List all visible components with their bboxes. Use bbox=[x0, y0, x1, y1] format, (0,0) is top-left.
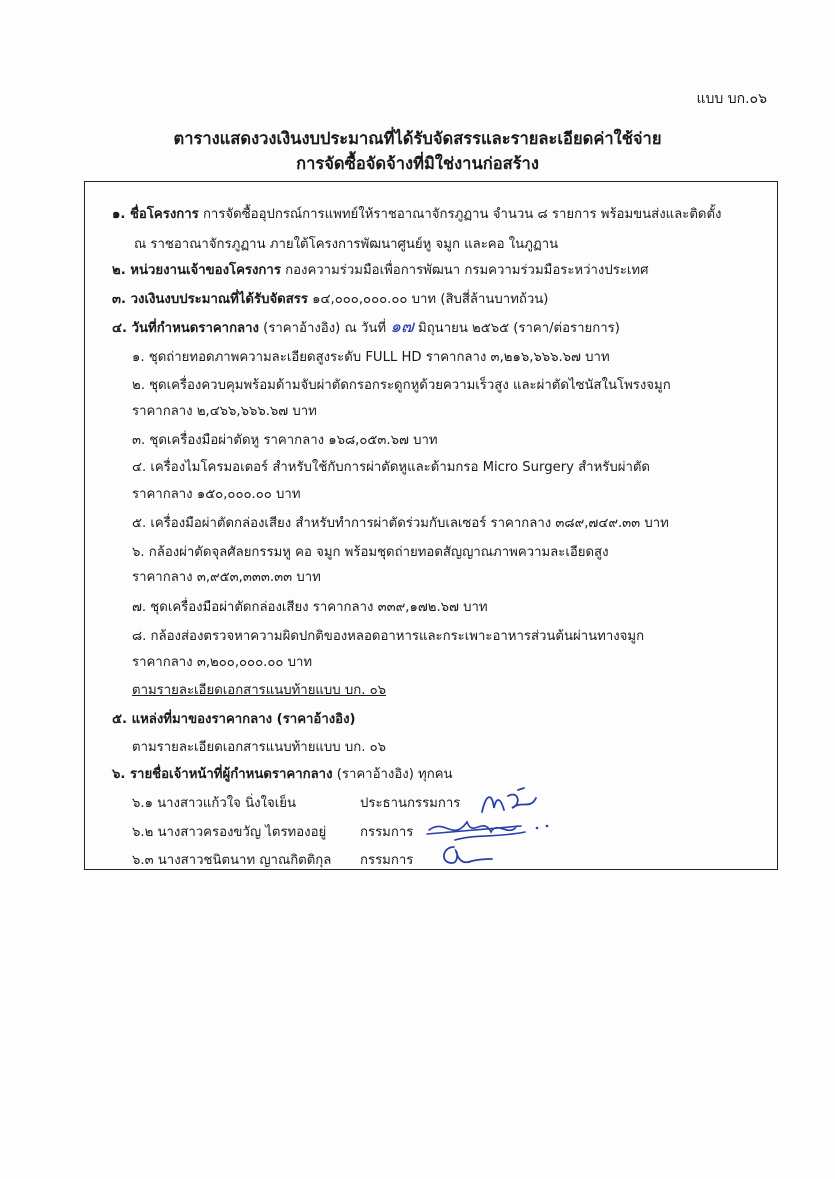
item-3-heading: ๓. วงเงินงบประมาณที่ได้รับจัดสรร bbox=[112, 292, 308, 307]
member-2-role: กรรมการ bbox=[360, 825, 414, 840]
item-4-text-a: (ราคาอ้างอิง) ณ วันที่ bbox=[258, 321, 391, 336]
item-2-heading: ๒. หน่วยงานเจ้าของโครงการ bbox=[112, 263, 281, 278]
item-6 bbox=[112, 767, 453, 783]
document-title: ตารางแสดงวงเงินงบประมาณที่ได้รับจัดสรรและรายละเอียดค่าใช้จ่าย bbox=[173, 129, 662, 148]
item-5-text: ตามรายละเอียดเอกสารแนบท้ายแบบ บก. ๐๖ bbox=[132, 740, 387, 755]
item-6-text: (ราคาอ้างอิง) ทุกคน bbox=[332, 767, 453, 782]
attachment-note: ตามรายละเอียดเอกสารแนบท้ายแบบ บก. ๐๖ bbox=[132, 683, 387, 698]
sub-item-6: ๖. กล้องผ่าตัดจุลศัลยกรรมหู คอ จมูก พร้อมชุดถ่ายทอดสัญญาณภาพความละเอียดสูง bbox=[132, 545, 609, 560]
sub-item-2: ๒. ชุดเครื่องควบคุมพร้อมด้ามจับผ่าตัดกรอกระดูกหูด้วยความเร็วสูง และผ่าตัดไซนัสในโพรงจมูก bbox=[132, 378, 671, 393]
item-6-heading: ๖. รายชื่อเจ้าหน้าที่ผู้กำหนดราคากลาง bbox=[112, 767, 333, 782]
item-2 bbox=[112, 263, 649, 279]
sub-item-5: ๕. เครื่องมือผ่าตัดกล่องเสียง สำหรับทำการผ่าตัดร่วมกับเลเซอร์ ราคากลาง ๓๘๙,๗๔๙.๓๓ บาท bbox=[132, 516, 669, 531]
sub-item-8-price: ราคากลาง ๓,๒๐๐,๐๐๐.๐๐ บาท bbox=[132, 655, 313, 670]
document-subtitle: การจัดซื้อจัดจ้างที่มิใช่งานก่อสร้าง bbox=[296, 154, 539, 173]
sub-item-3: ๓. ชุดเครื่องมือผ่าตัดหู ราคากลาง ๑๖๘,๐๕๓.๖๗ บาท bbox=[132, 433, 438, 448]
sub-item-2-price: ราคากลาง ๒,๔๖๖,๖๖๖.๖๗ บาท bbox=[132, 404, 317, 419]
item-3-text: ๑๔,๐๐๐,๐๐๐.๐๐ บาท (สิบสี่ล้านบาทถ้วน) bbox=[307, 292, 549, 307]
item-1-text: การจัดซื้ออุปกรณ์การแพทย์ให้ราชอาณาจักรภูฏาน จำนวน ๘ รายการ พร้อมขนส่งและติดตั้ง bbox=[198, 207, 722, 222]
sub-item-7: ๗. ชุดเครื่องมือผ่าตัดกล่องเสียง ราคากลาง ๓๓๙,๑๗๒.๖๗ บาท bbox=[132, 600, 488, 615]
member-2-name: ๖.๒ นางสาวครองขวัญ ไตรทองอยู่ bbox=[132, 825, 327, 840]
handwritten-day: ๑๗ bbox=[390, 317, 414, 337]
sub-item-1: ๑. ชุดถ่ายทอดภาพความละเอียดสูงระดับ FULL HD ราคากลาง ๓,๒๑๖,๖๖๖.๖๗ บาท bbox=[132, 350, 610, 365]
item-1-line-1 bbox=[112, 207, 721, 223]
item-2-text: กองความร่วมมือเพื่อการพัฒนา กรมความร่วมมือระหว่างประเทศ bbox=[280, 263, 649, 278]
item-4-heading: ๔. วันที่กำหนดราคากลาง bbox=[112, 321, 259, 336]
sub-item-8: ๘. กล้องส่องตรวจหาความผิดปกติของหลอดอาหารและกระเพาะอาหารส่วนต้นผ่านทางจมูก bbox=[132, 629, 645, 644]
item-4-text-b: มิถุนายน ๒๕๖๕ (ราคา/ต่อรายการ) bbox=[413, 321, 620, 336]
item-4 bbox=[112, 319, 620, 337]
sub-item-6-price: ราคากลาง ๓,๙๕๓,๓๓๓.๓๓ บาท bbox=[132, 570, 321, 585]
item-1-heading: ๑. ชื่อโครงการ bbox=[112, 207, 199, 222]
signature-3 bbox=[436, 841, 496, 869]
member-3-role: กรรมการ bbox=[360, 853, 414, 868]
member-1-role: ประธานกรรมการ bbox=[360, 796, 461, 811]
item-5-heading: ๕. แหล่งที่มาของราคากลาง (ราคาอ้างอิง) bbox=[112, 712, 356, 727]
member-1-name: ๖.๑ นางสาวแก้วใจ นิ่งใจเย็น bbox=[132, 796, 296, 811]
sub-item-4-price: ราคากลาง ๑๕๐,๐๐๐.๐๐ บาท bbox=[132, 487, 301, 502]
sub-item-4: ๔. เครื่องไมโครมอเตอร์ สำหรับใช้กับการผ่าตัดหูและด้ามกรอ Micro Surgery สำหรับผ่าตัด bbox=[132, 460, 650, 475]
form-code: แบบ บก.๐๖ bbox=[696, 91, 767, 107]
item-3 bbox=[112, 292, 548, 308]
member-3-name: ๖.๓ นางสาวชนิตนาท ญาณกิตติกุล bbox=[132, 853, 332, 868]
item-1-line-2: ณ ราชอาณาจักรภูฏาน ภายใต้โครงการพัฒนาศูนย์หู จมูก และคอ ในภูฏาน bbox=[134, 237, 559, 252]
